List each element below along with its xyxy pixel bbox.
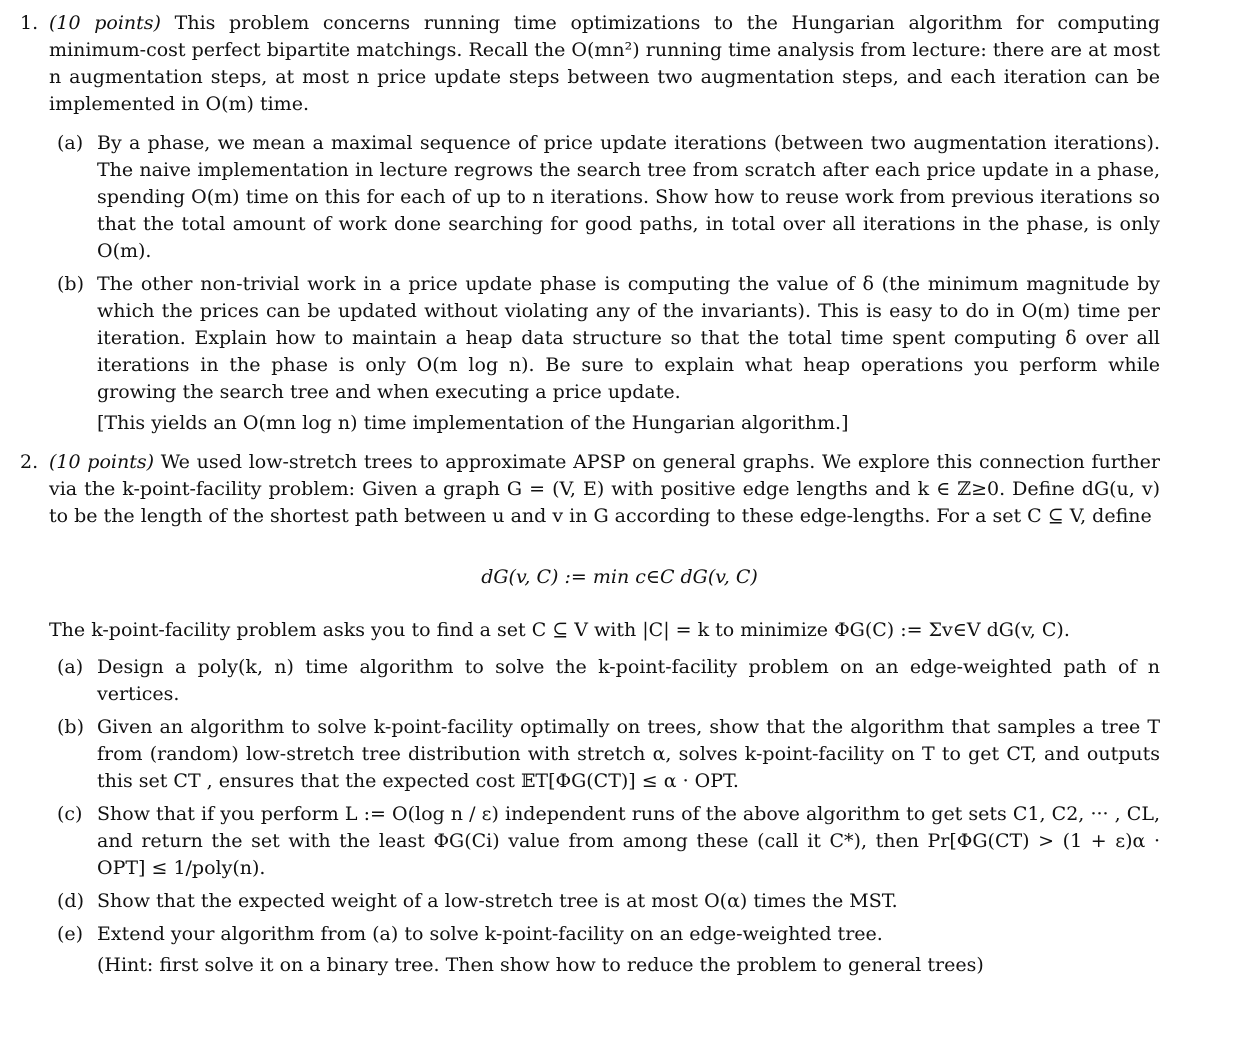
part-label: (d) (57, 890, 84, 912)
problem-part (49, 714, 1160, 795)
problem-intro (49, 449, 1160, 530)
points-label: (10 points) (49, 12, 161, 34)
problem-intro (49, 10, 1160, 118)
problem-part (49, 271, 1160, 406)
hint-text: (Hint: first solve it on a binary tree. Then show how to reduce the problem to general trees) (97, 954, 984, 976)
problem-parts (49, 654, 1160, 948)
part-label: (a) (57, 132, 84, 154)
problem-2 (20, 449, 1160, 979)
part-text: Design a poly(k, n) time algorithm to solve the k-point-facility problem on an edge-weighted path of n vertices. (97, 656, 1160, 705)
problem-intro-text: This problem concerns running time optimizations to the Hungarian algorithm for computing minimum-cost perfect bipartite matchings. Recall the O(mn²) running time analysis from lecture: there are at most n augmentation steps, at most n price update steps between two augmentation steps, and each iteration can be implemented in O(m) time. (49, 12, 1160, 115)
part-text: Show that if you perform L := O(log n / ε) independent runs of the above algorithm to get sets C1, C2, ··· , CL, and return the set with the least ΦG(Ci) value from among these (call it C*), then Pr[ΦG(CT) > (1 + ε)α · OPT] ≤ 1/poly(n). (97, 803, 1160, 879)
problem-part (49, 654, 1160, 708)
problem-part (49, 801, 1160, 882)
part-text: Given an algorithm to solve k-point-facility optimally on trees, show that the algorithm that samples a tree T from (random) low-stretch tree distribution with stretch α, solves k-point-facility on T to get CT, and outputs this set CT , ensures that the expected cost 𝔼T[ΦG(CT)] ≤ α · OPT. (97, 716, 1160, 792)
part-text: Extend your algorithm from (a) to solve k-point-facility on an edge-weighted tree. (97, 923, 883, 945)
problem-intro-text: We used low-stretch trees to approximate APSP on general graphs. We explore this connection further via the k-point-facility problem: Given a graph G = (V, E) with positive edge lengths and k ∈ ℤ≥0. Define dG(u, v) to be the length of the shortest path between u and v in G according to these edge-lengths. For a set C ⊆ V, define (49, 451, 1161, 527)
points-label: (10 points) (49, 451, 154, 473)
part-label: (c) (57, 803, 83, 825)
problem-parts (49, 130, 1160, 406)
problem-part (49, 888, 1160, 915)
problem-number: 1. (20, 12, 39, 34)
problem-1 (20, 10, 1160, 437)
problem-note: [This yields an O(mn log n) time implementation of the Hungarian algorithm.] (97, 412, 849, 434)
problem-part (49, 130, 1160, 265)
part-label: (b) (57, 273, 84, 295)
part-label: (b) (57, 716, 84, 738)
display-equation: dG(v, C) := min c∈C dG(v, C) (481, 566, 758, 588)
problem-statement: The k-point-facility problem asks you to find a set C ⊆ V with |C| = k to minimize ΦG(C) := Σv∈V dG(v, C). (49, 619, 1070, 641)
part-label: (e) (57, 923, 84, 945)
part-text: Show that the expected weight of a low-stretch tree is at most O(α) times the MST. (97, 890, 898, 912)
part-text: By a phase, we mean a maximal sequence of price update iterations (between two augmentation iterations). The naive implementation in lecture regrows the search tree from scratch after each price update in a phase, spending O(m) time on this for each of up to n iterations. Show how to reuse work from previous iterations so that the total amount of work done searching for good paths, in total over all iterations in the phase, is only O(m). (97, 132, 1160, 262)
problem-part (49, 921, 1160, 948)
part-text: The other non-trivial work in a price update phase is computing the value of δ (the minimum magnitude by which the prices can be updated without violating any of the invariants). This is easy to do in O(m) time per iteration. Explain how to maintain a heap data structure so that the total time spent computing δ over all iterations in the phase is only O(m log n). Be sure to explain what heap operations you perform while growing the search tree and when executing a price update. (97, 273, 1160, 403)
part-label: (a) (57, 656, 84, 678)
problem-number: 2. (20, 451, 39, 473)
